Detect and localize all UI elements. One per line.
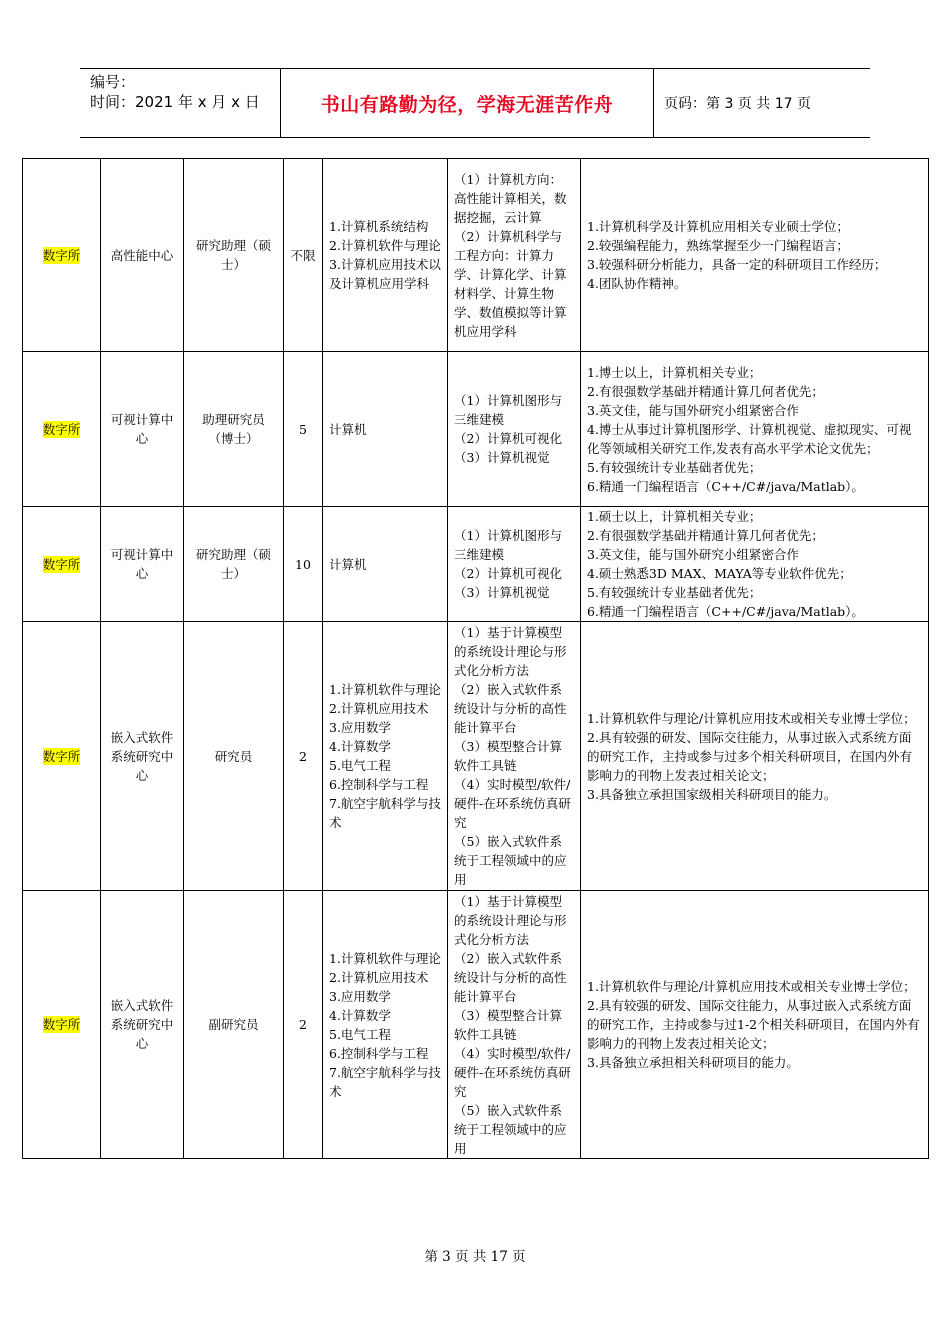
majors-cell: 1.计算机软件与理论 2.计算机应用技术 3.应用数学 4.计算数学 5.电气工程 6.控制科学与工程 7.航空宇航科学与技术	[323, 622, 448, 891]
table-row	[23, 622, 929, 891]
directions-cell: （1）计算机图形与三维建模 （2）计算机可视化 （3）计算机视觉	[448, 352, 581, 507]
position-cell: 研究助理（硕士）	[184, 507, 284, 622]
position-cell: 研究助理（硕士）	[184, 159, 284, 352]
position-cell: 副研究员	[184, 891, 284, 1159]
header-page-info: 页码：第 3 页 共 17 页	[664, 96, 811, 112]
page-footer: 第 3 页 共 17 页	[424, 1249, 526, 1265]
institute-label: 数字所	[42, 556, 81, 572]
headcount-cell: 2	[284, 891, 323, 1159]
requirements-cell: 1.计算机软件与理论/计算机应用技术或相关专业博士学位； 2.具有较强的研发、国际交往能力，从事过嵌入式系统方面的研究工作，主持或参与过1-2个相关科研项目，在国内外有影响力的刊物上发表过相关论文； 3.具备独立承担相关科研项目的能力。	[581, 891, 929, 1159]
institute-label: 数字所	[42, 247, 81, 263]
table-row	[23, 507, 929, 622]
headcount-cell: 5	[284, 352, 323, 507]
institute-cell	[23, 159, 101, 352]
table-row	[23, 891, 929, 1159]
requirements-cell: 1.计算机科学及计算机应用相关专业硕士学位； 2.较强编程能力，熟练掌握至少一门编程语言； 3.较强科研分析能力，具备一定的科研项目工作经历； 4.团队协作精神。	[581, 159, 929, 352]
table-row	[23, 159, 929, 352]
majors-cell: 1.计算机软件与理论 2.计算机应用技术 3.应用数学 4.计算数学 5.电气工程 6.控制科学与工程 7.航空宇航科学与技术	[323, 891, 448, 1159]
position-cell: 助理研究员（博士）	[184, 352, 284, 507]
position-cell: 研究员	[184, 622, 284, 891]
directions-cell: （1）计算机方向：高性能计算相关，数据挖掘，云计算 （2）计算机科学与工程方向：计算力学、计算化学、计算材料学、计算生物学、数值模拟等计算机应用学科	[448, 159, 581, 352]
document-number-label: 编号：	[90, 73, 136, 91]
directions-cell: （1）计算机图形与三维建模 （2）计算机可视化 （3）计算机视觉	[448, 507, 581, 622]
page-header	[80, 68, 870, 138]
job-table	[22, 158, 929, 1159]
department-cell: 嵌入式软件系统研究中心	[101, 891, 184, 1159]
department-cell: 嵌入式软件系统研究中心	[101, 622, 184, 891]
headcount-cell: 10	[284, 507, 323, 622]
header-meta-cell	[80, 69, 281, 137]
header-motto-cell	[281, 69, 654, 137]
directions-cell: （1）基于计算模型的系统设计理论与形式化分析方法 （2）嵌入式软件系统设计与分析的高性能计算平台 （3）模型整合计算软件工具链 （4）实时模型/软件/硬件-在环系统仿真研究 （5）嵌入式软件系统于工程领域中的应用	[448, 622, 581, 891]
institute-cell	[23, 352, 101, 507]
institute-label: 数字所	[42, 1017, 81, 1032]
header-page-cell	[654, 69, 870, 137]
majors-cell: 1.计算机系统结构 2.计算机软件与理论 3.计算机应用技术以及计算机应用学科	[323, 159, 448, 352]
directions-cell: （1）基于计算模型的系统设计理论与形式化分析方法 （2）嵌入式软件系统设计与分析的高性能计算平台 （3）模型整合计算软件工具链 （4）实时模型/软件/硬件-在环系统仿真研究 （5）嵌入式软件系统于工程领域中的应用	[448, 891, 581, 1159]
institute-cell	[23, 622, 101, 891]
majors-cell: 计算机	[323, 507, 448, 622]
department-cell: 高性能中心	[101, 159, 184, 352]
requirements-cell: 1.博士以上，计算机相关专业； 2.有很强数学基础并精通计算几何者优先； 3.英文佳，能与国外研究小组紧密合作 4.博士从事过计算机图形学、计算机视觉、虚拟现实、可视化等领域相关研究工作,发表有高水平学术论文优先； 5.有较强统计专业基础者优先； 6.精通一门编程语言（C++/C#/java/Matlab）。	[581, 352, 929, 507]
header-motto: 书山有路勤为径，学海无涯苦作舟	[320, 93, 614, 116]
institute-cell	[23, 507, 101, 622]
headcount-cell: 2	[284, 622, 323, 891]
majors-cell: 计算机	[323, 352, 448, 507]
requirements-cell: 1.硕士以上，计算机相关专业； 2.有很强数学基础并精通计算几何者优先； 3.英文佳，能与国外研究小组紧密合作 4.硕士熟悉3D MAX、MAYA等专业软件优先； 5.有较强统计专业基础者优先； 6.精通一门编程语言（C++/C#/java/Matlab）。	[581, 507, 929, 622]
table-row	[23, 352, 929, 507]
institute-label: 数字所	[42, 748, 81, 764]
requirements-cell: 1.计算机软件与理论/计算机应用技术或相关专业博士学位； 2.具有较强的研发、国际交往能力，从事过嵌入式系统方面的研究工作，主持或参与过多个相关科研项目，在国内外有影响力的刊物上发表过相关论文； 3.具备独立承担国家级相关科研项目的能力。	[581, 622, 929, 891]
headcount-cell: 不限	[284, 159, 323, 352]
institute-label: 数字所	[42, 421, 81, 437]
department-cell: 可视计算中心	[101, 507, 184, 622]
department-cell: 可视计算中心	[101, 352, 184, 507]
institute-cell	[23, 891, 101, 1159]
document-date: 时间：2021 年 x 月 x 日	[90, 93, 260, 111]
